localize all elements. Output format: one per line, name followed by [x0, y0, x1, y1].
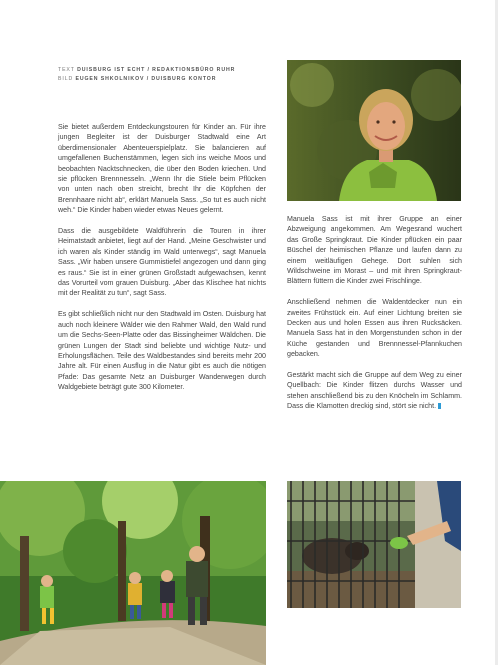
forest-photo-art	[0, 481, 266, 665]
right-paragraph-3: Gestärkt macht sich die Gruppe auf dem Weg zu einer Quellbach: Die Kinder flitzen durchs Wasser und stehen anschließend bis zu den Knöcheln im Schlamm. Dass die Klamotten dreckig sind, stört sie nicht.	[287, 371, 462, 411]
photo-credit-author: EUGEN SHKOLNIKOV / DUISBURG KONTOR	[75, 76, 217, 82]
right-paragraph-1: Manuela Sass ist mit ihrer Gruppe an einer Abzweigung angekommen. Am Wegesrand wuchert das Große Springkraut. Die Kinder pflücken ein paar Büschel der heimischen Pflanze und laufen dann zu einem weitläufigen Gehege. Dort suhlen sich Wildschweine im Morast – und mit ihren Springkraut-Blättern füttern die Kinder zwei Frischlinge.	[287, 215, 462, 286]
left-paragraph-2: Dass die ausgebildete Waldführerin die Touren in ihrer Heimatstadt anbietet, liegt auf der Hand. „Meine Geschwister und ich waren als Kinder ständig im Wald unterwegs“, sagt Manuela Sass. „Wir haben unsere Gummistiefel angezogen und dann ging es raus.“ Sie ist in einer grünen Großstadt aufgewachsen, kennt das Vorurteil vom grauen Duisburg. „Aber das Klischee hat nichts mit der Realität zu tun“, sagt Sass.	[58, 227, 266, 298]
right-text-column	[287, 214, 462, 422]
photo-credit	[58, 75, 278, 84]
forest-photo	[0, 481, 266, 665]
right-paragraph-3-wrap	[287, 370, 462, 412]
portrait-photo-art	[287, 60, 461, 201]
right-paragraph-2: Anschließend nehmen die Waldentdecker nun ein zweites Frühstück ein. Auf einer Lichtung breiten sie Decken aus und holen Essen aus ihren Rucksäcken. Manuela Sass hat in den Morgenstunden schon in der Küche gestanden und Brennnessel-Pfannkuchen gebacken.	[287, 298, 462, 359]
article-end-mark	[438, 403, 441, 409]
left-text-column	[58, 122, 266, 403]
text-credit-label: TEXT	[58, 67, 75, 73]
portrait-photo	[287, 60, 461, 201]
enclosure-photo	[287, 481, 461, 608]
photo-credit-label: BILD	[58, 76, 74, 82]
left-paragraph-1: Sie bietet außerdem Entdeckungstouren für Kinder an. Für ihre jungen Begleiter ist der Duisburger Stadtwald eine Art überdimensionaler Abenteuerspielplatz. Sie balancieren auf umgefallenen Buchenstämmen, legen sich ins weiche Moos und beobachten Nacktschnecken, die über den Boden kriechen. Und sie pflücken Brennnesseln. „Wenn Ihr die Stiele beim Pflücken von unten nach oben streicht, brecht Ihr die Köpfchen der Brennhaare nicht ab“, erklärt Manuela Sass. „So tut es auch nicht weh.“ Die Kinder haben wieder etwas Neues gelernt.	[58, 123, 266, 215]
enclosure-photo-art	[287, 481, 461, 608]
article-credits	[58, 66, 278, 84]
text-credit-author: DUISBURG IST ECHT / REDAKTIONSBÜRO RUHR	[77, 67, 236, 73]
text-credit	[58, 66, 278, 75]
left-paragraph-3: Es gibt schließlich nicht nur den Stadtwald im Osten. Duisburg hat auch noch kleinere Wälder wie den Rahmer Wald, den Wald rund um die Sechs-Seen-Platte oder das Bissingheimer Wäldchen. Die grünen Lungen der Stadt sind beliebte und wichtige Nutz- und Erholungsflächen. Teile des Waldbestandes sind bereits mehr 200 Jahre alt. Für einen Ausflug in die Natur gibt es auch die nötigen Pfade: Das gesamte Netz an Duisburger Wanderwegen durch Waldgebiete beträgt gute 300 Kilometer.	[58, 310, 266, 392]
